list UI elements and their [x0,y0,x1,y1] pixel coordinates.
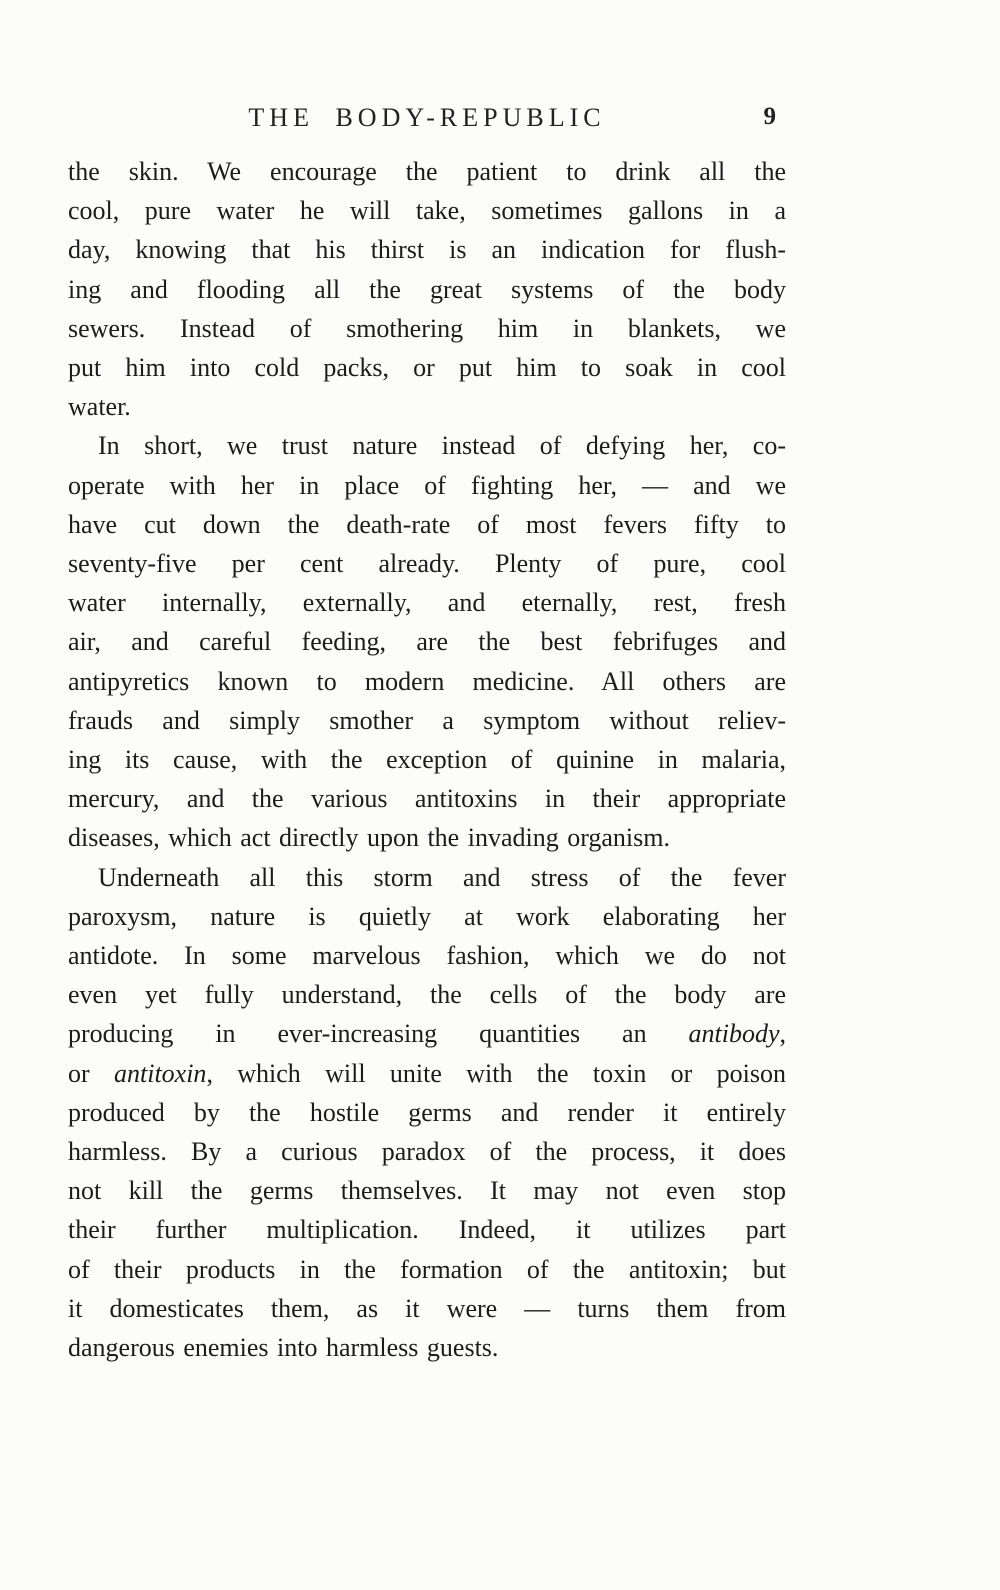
text-line: cool, pure water he will take, sometimes gallons in a [68,196,786,226]
text-line: mercury, and the various antitoxins in their appropriate [68,784,786,814]
text-line: produced by the hostile germs and render it entirely [68,1097,786,1127]
line-segment: or [68,1058,114,1088]
text-line: day, knowing that his thirst is an indication for flush- [68,235,786,265]
text-line: put him into cold packs, or put him to soak in cool [68,353,786,383]
italic-term-antibody: antibody [688,1019,780,1049]
text-line [68,1014,786,1053]
text-line: operate with her in place of fighting her, — and we [68,470,786,500]
text-block [68,152,786,1367]
running-title: THE BODY-REPUBLIC [248,103,606,132]
text-line: antidote. In some marvelous fashion, which we do not [68,941,786,971]
text-line: have cut down the death-rate of most fevers fifty to [68,509,786,539]
text-line: ing and flooding all the great systems of the body [68,274,786,304]
text-line: ing its cause, with the exception of quinine in malaria, [68,745,786,775]
text-line: diseases, which act directly upon the invading organism. [68,823,670,853]
line-segment: producing in ever-increasing quantities an [68,1019,689,1049]
page-header [68,103,786,137]
paragraph-2 [68,426,786,857]
text-line: In short, we trust nature instead of defying her, co- [98,431,786,461]
page-number: 9 [763,103,776,130]
text-line: it domesticates them, as it were — turns them from [68,1293,786,1323]
text-line: air, and careful feeding, are the best febrifuges and [68,627,786,657]
text-line: antipyretics known to modern medicine. All others are [68,666,786,696]
paragraph-1 [68,152,786,426]
text-line: the skin. We encourage the patient to drink all the [68,157,786,186]
text-line: not kill the germs themselves. It may not even stop [68,1176,786,1206]
text-line: their further multiplication. Indeed, it utilizes part [68,1215,786,1245]
line-segment: , [779,1019,786,1049]
paragraph-3 [68,858,786,1368]
text-line: harmless. By a curious paradox of the process, it does [68,1137,786,1167]
text-line: sewers. Instead of smothering him in blankets, we [68,313,786,343]
text-line [68,1054,786,1093]
text-line: paroxysm, nature is quietly at work elaborating her [68,901,786,931]
italic-term-antitoxin: antitoxin [114,1058,207,1088]
text-line: water. [68,392,131,422]
text-line: even yet fully understand, the cells of the body are [68,980,786,1010]
text-line: frauds and simply smother a symptom without reliev- [68,705,786,735]
text-line: of their products in the formation of the antitoxin; but [68,1254,786,1284]
line-segment: , which will unite with the toxin or poison [206,1058,786,1088]
text-line: water internally, externally, and eternally, rest, fresh [68,588,786,618]
text-line: dangerous enemies into harmless guests. [68,1333,499,1363]
text-line: seventy-five per cent already. Plenty of pure, cool [68,549,786,579]
text-line: Underneath all this storm and stress of the fever [98,862,786,892]
